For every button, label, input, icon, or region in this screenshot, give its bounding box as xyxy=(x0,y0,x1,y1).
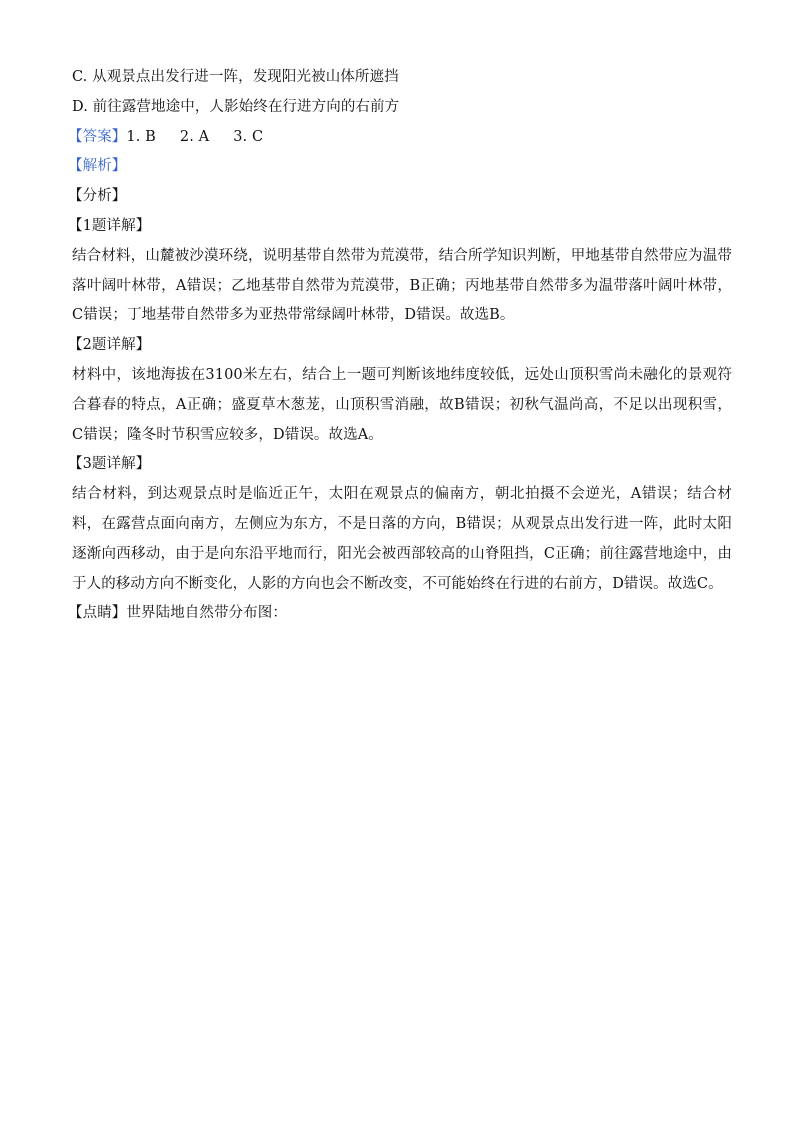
document-content xyxy=(68,63,732,629)
q1-heading: 【1题详解】 xyxy=(68,217,151,234)
dianjing-text: 世界陆地自然带分布图： xyxy=(126,605,288,622)
answer-item-2: 2. A xyxy=(179,128,210,145)
q3-body: 结合材料，到达观景点时是临近正午，太阳在观景点的偏南方，朝北拍摄不会逆光，A错误；结合材料，在露营点面向南方，左侧应为东方，不是日落的方向，B错误；从观景点出发行进一阵，此时太阳逐渐向西移动，由于是向东沿平地而行，阳光会被西部较高的山脊阻挡，C正确；前往露营地途中，由于人的移动方向不断变化，人影的方向也会不断改变，不可能始终在行进的右前方，D错误。故选C。 xyxy=(72,486,732,592)
answer-line xyxy=(68,123,732,153)
dianjing-label: 【点睛】 xyxy=(68,605,127,622)
q2-heading: 【2题详解】 xyxy=(68,337,151,354)
answer-item-3: 3. C xyxy=(233,128,264,145)
option-c: C. 从观景点出发行进一阵，发现阳光被山体所遮挡 xyxy=(72,69,399,85)
dianjing-line xyxy=(68,599,732,629)
option-d: D. 前往露营地途中，人影始终在行进方向的右前方 xyxy=(72,98,400,115)
analysis-label: 【解析】 xyxy=(68,158,127,175)
answer-label: 【答案】 xyxy=(68,128,127,145)
q1-body: 结合材料，山麓被沙漠环绕，说明基带自然带为荒漠带，结合所学知识判断，甲地基带自然带应为温带落叶阔叶林带，A错误；乙地基带自然带为荒漠带，B正确；丙地基带自然带多为温带落叶阔叶林带，C错误；丁地基带自然带多为亚热带常绿阔叶林带，D错误。故选B。 xyxy=(72,247,732,324)
q3-heading: 【3题详解】 xyxy=(68,456,151,473)
q2-body: 材料中，该地海拔在3100米左右，结合上一题可判断该地纬度较低，远处山顶积雪尚未融化的景观符合暮春的特点，A正确；盛夏草木葱茏，山顶积雪消融，故B错误；初秋气温尚高，不足以出现积雪，C错误；隆冬时节积雪应较多，D错误。故选A。 xyxy=(72,366,732,443)
answer-item-1: 1. B xyxy=(126,128,156,145)
fenxi-label: 【分析】 xyxy=(68,188,127,205)
